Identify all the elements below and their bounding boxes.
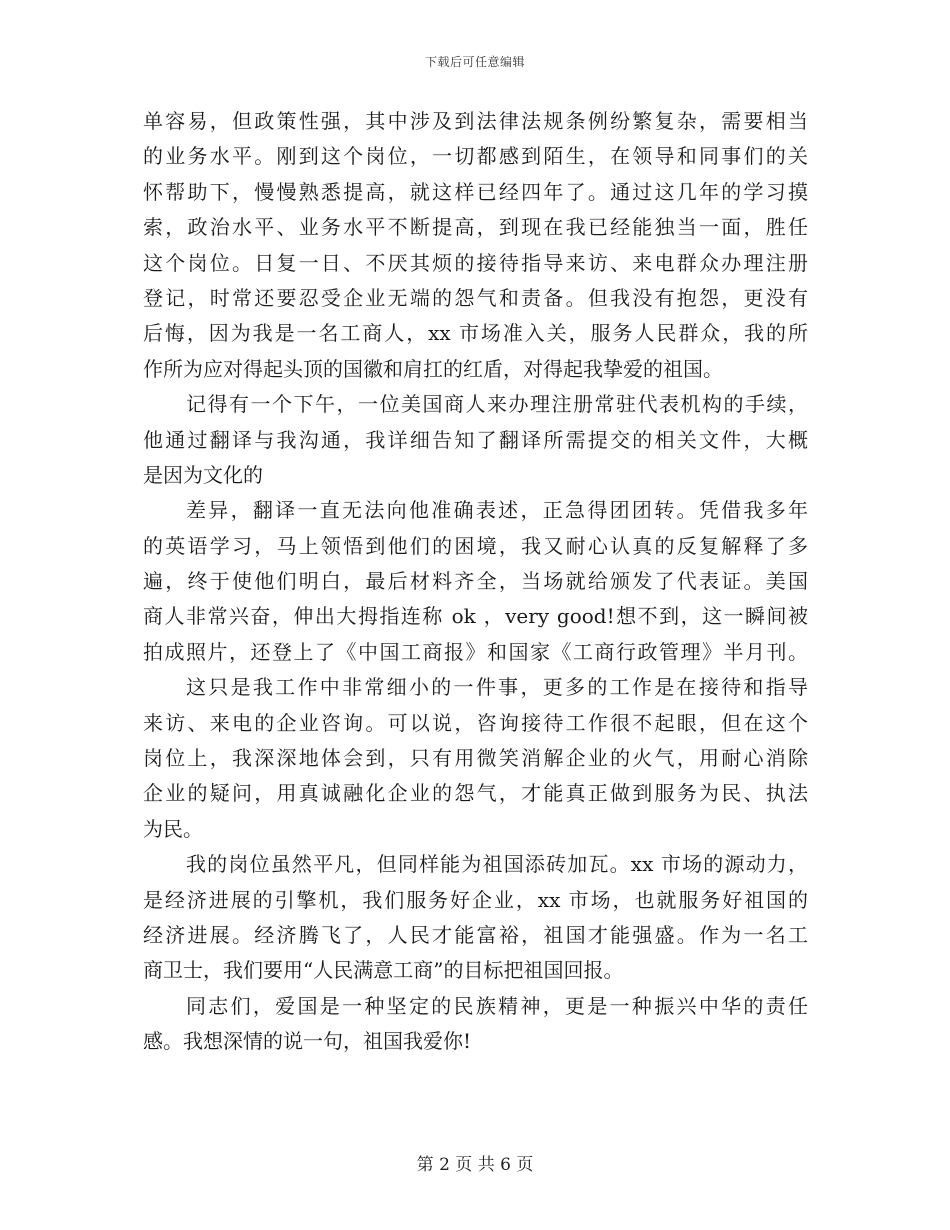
text-line: 来访、来电的企业咨询。可以说，咨询接待工作很不起眼，但在这个 — [143, 710, 808, 735]
text-line: 是因为文化的 — [143, 462, 263, 487]
text-line: 单容易，但政策性强，其中涉及到法律法规条例纷繁复杂，需要相当 — [143, 109, 808, 133]
header-note: 下载后可任意编辑 — [424, 55, 525, 69]
paragraph-start-line: 这只是我工作中非常细小的一件事，更多的工作是在接待和指导 — [186, 675, 808, 700]
text-line: 商卫士，我们要用“人民满意工商”的目标把祖国回报。 — [143, 958, 624, 983]
paragraph-start-line: 差异，翻译一直无法向他准确表述，正急得团团转。凭借我多年 — [186, 498, 808, 523]
text-line: 这个岗位。日复一日、不厌其烦的接待指导来访、来电群众办理注册 — [143, 250, 808, 275]
text-line: 索，政治水平、业务水平不断提高，到现在我已经能独当一面，胜任 — [143, 215, 808, 240]
text-line: 经济进展。经济腾飞了，人民才能富裕，祖国才能强盛。作为一名工 — [143, 922, 808, 947]
text-line: 的业务水平。刚到这个岗位，一切都感到陌生，在领导和同事们的关 — [143, 144, 808, 169]
paragraph-start-line: 同志们，爱国是一种坚定的民族精神，更是一种振兴中华的责任 — [186, 993, 808, 1018]
text-line: 是经济进展的引擎机，我们服务好企业，xx 市场，也就服务好祖国的 — [143, 887, 808, 912]
text-line: 拍成照片，还登上了《中国工商报》和国家《工商行政管理》半月刊。 — [143, 639, 808, 664]
paragraph-start-line: 记得有一个下午，一位美国商人来办理注册常驻代表机构的手续， — [186, 392, 808, 417]
paragraph-start-line: 我的岗位虽然平凡，但同样能为祖国添砖加瓦。xx 市场的源动力， — [186, 852, 808, 877]
text-line: 企业的疑问，用真诚融化企业的怨气，才能真正做到服务为民、执法 — [143, 781, 808, 806]
text-line: 作所为应对得起头顶的国徽和肩扛的红盾，对得起我挚爱的祖国。 — [143, 356, 723, 381]
text-line: 后悔，因为我是一名工商人，xx 市场准入关，服务人民群众，我的所 — [143, 321, 808, 346]
text-line: 为民。 — [143, 816, 203, 841]
page-number-footer: 第 2 页 共 6 页 — [416, 1155, 534, 1175]
text-line: 登记，时常还要忍受企业无端的怨气和责备。但我没有抱怨，更没有 — [143, 285, 808, 310]
text-line: 他通过翻译与我沟通，我详细告知了翻译所需提交的相关文件，大概 — [143, 427, 808, 452]
document-body — [143, 104, 808, 1060]
text-line: 商人非常兴奋，伸出大拇指连称 ok ，very good!想不到，这一瞬间被 — [143, 604, 808, 629]
text-line: 的英语学习，马上领悟到他们的困境，我又耐心认真的反复解释了多 — [143, 533, 808, 558]
text-line: 怀帮助下，慢慢熟悉提高，就这样已经四年了。通过这几年的学习摸 — [143, 179, 808, 204]
text-line: 岗位上，我深深地体会到，只有用微笑消解企业的火气，用耐心消除 — [143, 746, 808, 771]
text-line: 感。我想深情的说一句，祖国我爱你! — [143, 1029, 472, 1054]
text-line: 遍，终于使他们明白，最后材料齐全，当场就给颁发了代表证。美国 — [143, 569, 808, 594]
